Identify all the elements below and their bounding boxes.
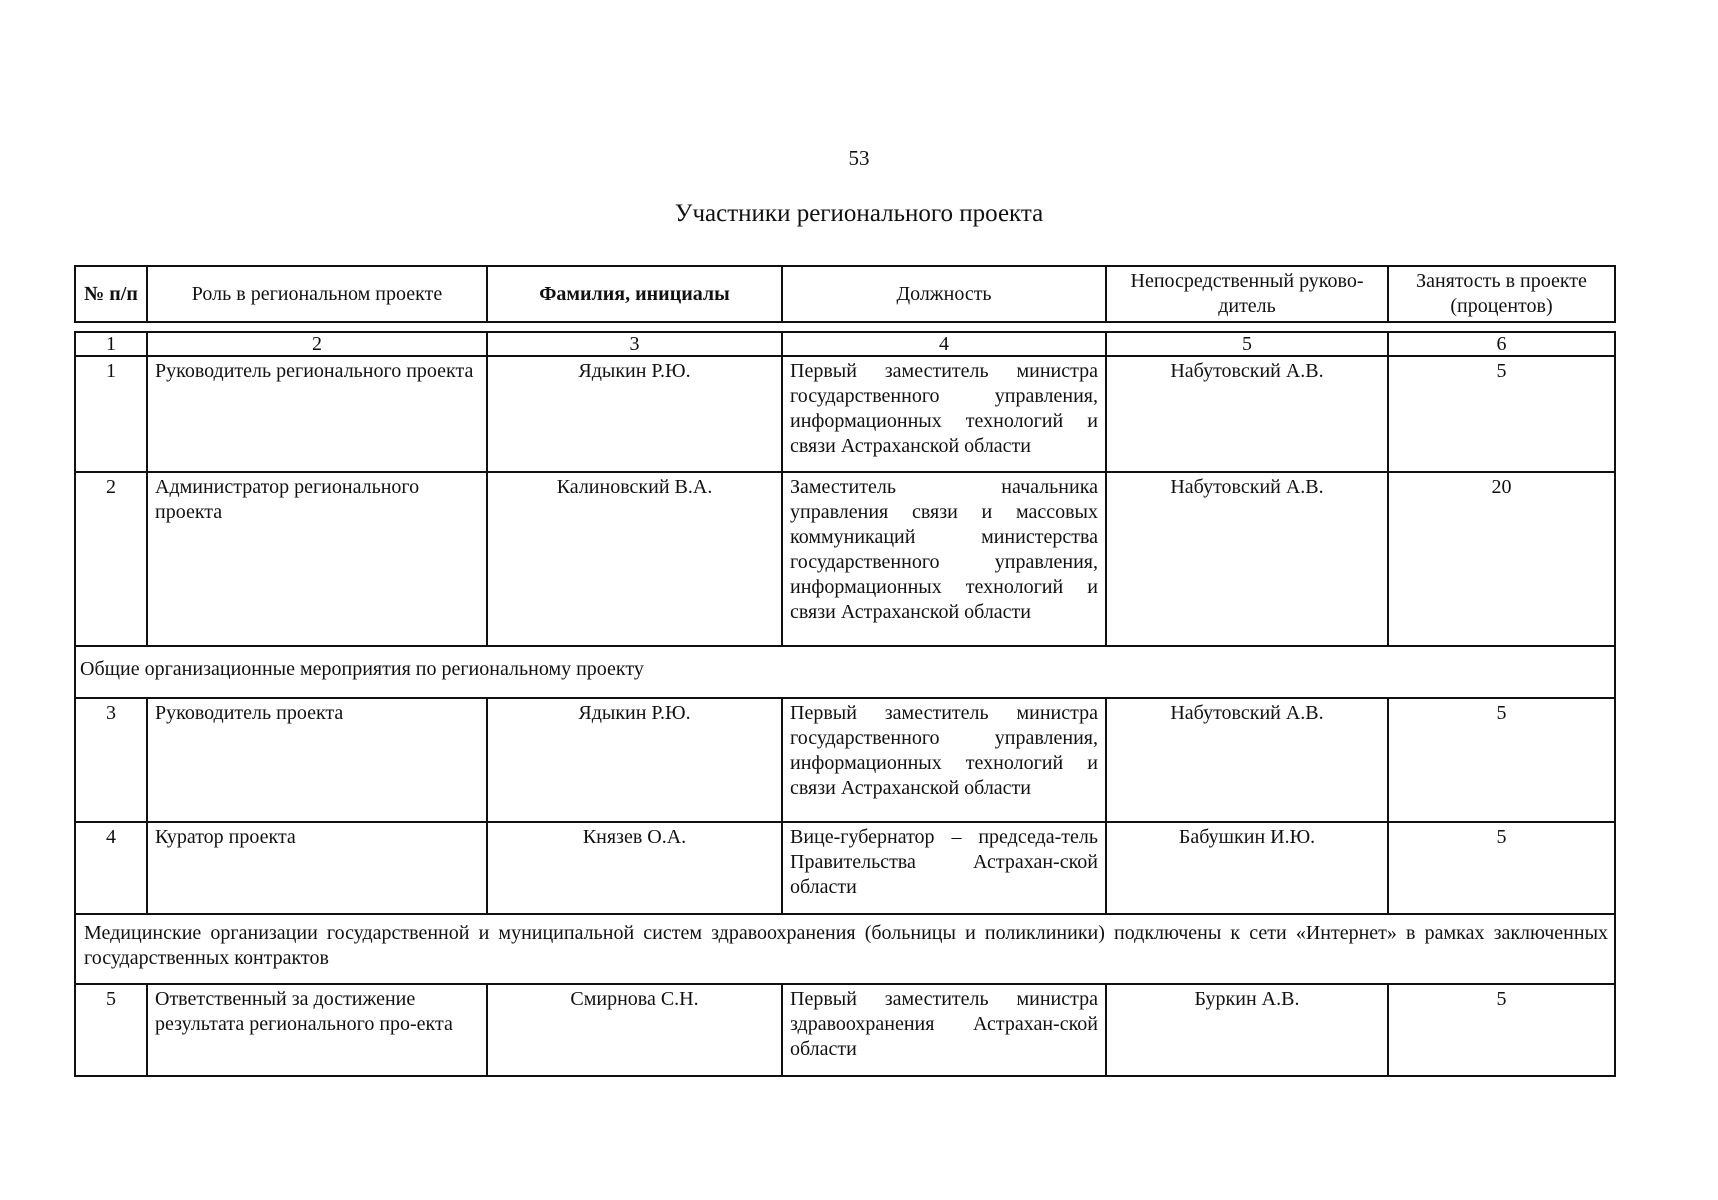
header-position: Должность — [782, 266, 1106, 322]
section-row — [75, 914, 1615, 984]
row-role: Ответственный за достижение результата регионального про-екта — [147, 984, 487, 1076]
row-name: Ядыкин Р.Ю. — [487, 356, 782, 472]
page-number: 53 — [848, 146, 870, 170]
column-number: 4 — [782, 332, 1106, 356]
participants-table — [74, 331, 1616, 1077]
table-row — [75, 472, 1615, 646]
row-num: 5 — [75, 984, 147, 1076]
header-name: Фамилия, инициалы — [487, 266, 782, 322]
table-row — [75, 698, 1615, 822]
column-number: 2 — [147, 332, 487, 356]
document-title: Участники регионального проекта — [674, 200, 1044, 227]
row-num: 2 — [75, 472, 147, 646]
row-employment: 5 — [1388, 822, 1615, 914]
row-position: Первый заместитель министра здравоохранения Астрахан-ской области — [782, 984, 1106, 1076]
table-row — [75, 356, 1615, 472]
row-employment: 5 — [1388, 356, 1615, 472]
row-position: Первый заместитель министра государственного управления, информационных технологий и связи Астраханской области — [782, 698, 1106, 822]
row-name: Ядыкин Р.Ю. — [487, 698, 782, 822]
column-number: 5 — [1106, 332, 1388, 356]
row-name: Князев О.А. — [487, 822, 782, 914]
row-num: 3 — [75, 698, 147, 822]
row-name: Калиновский В.А. — [487, 472, 782, 646]
row-num: 1 — [75, 356, 147, 472]
row-num: 4 — [75, 822, 147, 914]
row-employment: 20 — [1388, 472, 1615, 646]
row-role: Куратор проекта — [147, 822, 487, 914]
row-role: Руководитель проекта — [147, 698, 487, 822]
header-num: № п/п — [75, 266, 147, 322]
row-employment: 5 — [1388, 984, 1615, 1076]
row-position: Вице-губернатор – председа-тель Правительства Астрахан-ской области — [782, 822, 1106, 914]
row-name: Смирнова С.Н. — [487, 984, 782, 1076]
section-title: Медицинские организации государственной и муниципальной систем здравоохранения (больницы и поликлиники) подключены к сети «Интернет» в рамках заключенных государственных контрактов — [75, 914, 1615, 984]
row-supervisor: Набутовский А.В. — [1106, 356, 1388, 472]
table-header — [74, 265, 1616, 323]
row-employment: 5 — [1388, 698, 1615, 822]
header-supervisor: Непосредственный руково-дитель — [1106, 266, 1388, 322]
column-number: 3 — [487, 332, 782, 356]
table-row — [75, 984, 1615, 1076]
row-supervisor: Бабушкин И.Ю. — [1106, 822, 1388, 914]
section-title: Общие организационные мероприятия по региональному проекту — [75, 646, 1615, 698]
row-supervisor: Набутовский А.В. — [1106, 472, 1388, 646]
row-role: Руководитель регионального проекта — [147, 356, 487, 472]
column-number: 1 — [75, 332, 147, 356]
table-row — [75, 822, 1615, 914]
row-position: Первый заместитель министра государственного управления, информационных технологий и связи Астраханской области — [782, 356, 1106, 472]
header-role: Роль в региональном проекте — [147, 266, 487, 322]
row-supervisor: Буркин А.В. — [1106, 984, 1388, 1076]
row-supervisor: Набутовский А.В. — [1106, 698, 1388, 822]
column-numbers-row — [75, 332, 1615, 356]
header-employment: Занятость в проекте (процентов) — [1388, 266, 1615, 322]
column-number: 6 — [1388, 332, 1615, 356]
header-row — [75, 266, 1615, 322]
section-row — [75, 646, 1615, 698]
row-role: Администратор регионального проекта — [147, 472, 487, 646]
row-position: Заместитель начальника управления связи и массовых коммуникаций министерства государственного управления, информационных технологий и связи Астраханской области — [782, 472, 1106, 646]
